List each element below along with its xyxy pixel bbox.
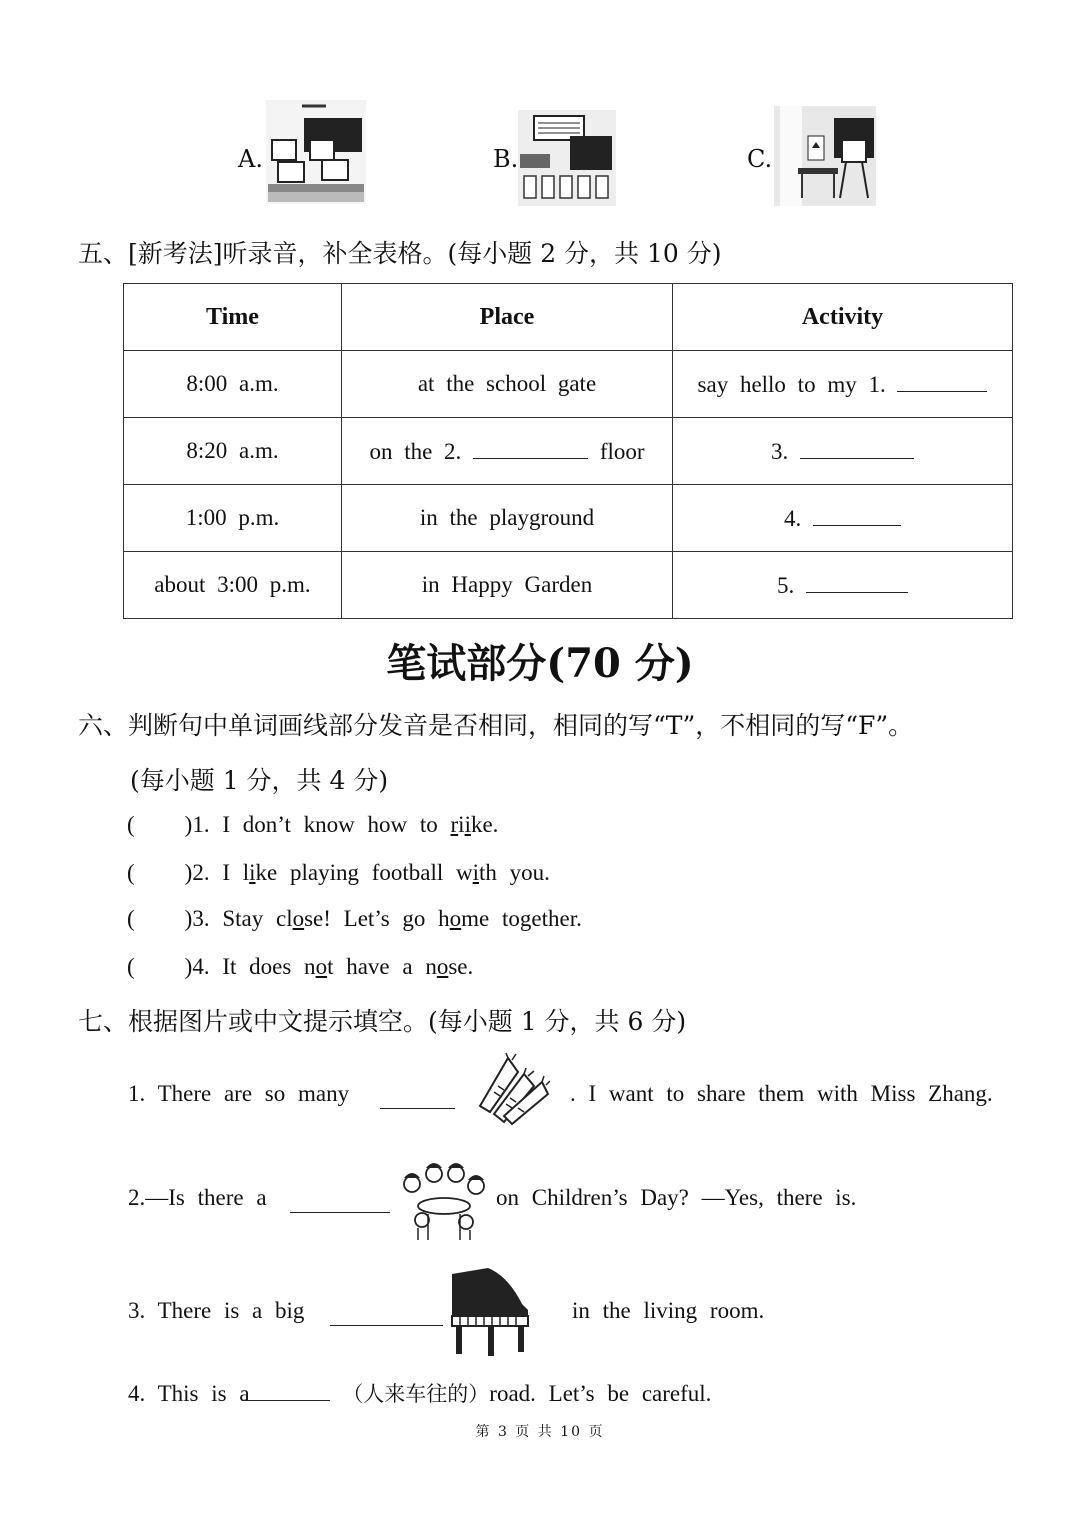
activity-number: 4.: [784, 505, 802, 531]
answer-blank-2[interactable]: [473, 438, 588, 459]
section7-item-3-pre: 3. There is a big: [128, 1298, 305, 1323]
section7-item-4: [128, 1378, 711, 1408]
piano-icon: [448, 1264, 532, 1358]
sentence: I like playing football with you.: [222, 860, 550, 885]
table-row: [124, 351, 1013, 418]
cell-place: [342, 418, 673, 485]
answer-paren[interactable]: (: [127, 812, 135, 837]
underlined-letter: i: [464, 812, 471, 837]
answer-paren[interactable]: (: [127, 954, 135, 979]
cell-activity: [673, 485, 1013, 552]
party-icon: [394, 1160, 492, 1242]
place-text: at the school gate: [417, 371, 597, 396]
section7-item-3-post: in the living room.: [572, 1298, 765, 1323]
table-row: [124, 418, 1013, 485]
section7-item-1-pre: 1. There are so many: [128, 1081, 350, 1106]
art-room-icon: [774, 106, 876, 206]
music-room-icon: [518, 110, 616, 206]
section6-heading: 六、判断句中单词画线部分发音是否相同，相同的写“T”，不相同的写“F”。: [78, 711, 914, 740]
section7-item-1-post: . I want to share them with Miss Zhang.: [570, 1081, 993, 1106]
table-row: [124, 552, 1013, 619]
place-text: in the playground: [419, 505, 595, 530]
underlined-letter: i: [472, 860, 480, 885]
sentence: Stay close! Let’s go home together.: [222, 906, 582, 931]
listening-table: [123, 283, 1013, 619]
cell-place: [342, 485, 673, 552]
cell-time: about 3:00 p.m.: [124, 552, 342, 619]
underlined-letter: o: [449, 906, 462, 931]
place-text: in Happy Garden: [421, 572, 593, 597]
computer-room-icon: [266, 100, 366, 204]
section6-item-3: [127, 906, 582, 932]
cell-time: 8:20 a.m.: [124, 418, 342, 485]
section7-heading: 七、根据图片或中文提示填空。(每小题 1 分，共 6 分): [78, 1007, 687, 1036]
answer-blank-7-4[interactable]: [244, 1380, 330, 1401]
header-activity: Activity: [673, 284, 1013, 351]
underlined-letter: i: [249, 860, 256, 885]
section6-item-4: [127, 954, 473, 980]
item-number: )1.: [184, 812, 210, 837]
cell-place: [342, 351, 673, 418]
cell-place: [342, 552, 673, 619]
item-pre: 4. This is a: [128, 1381, 250, 1406]
answer-blank-7-1[interactable]: [380, 1088, 455, 1109]
item-post: road. Let’s be careful.: [489, 1381, 712, 1406]
section6-subheading: (每小题 1 分，共 4 分): [130, 766, 389, 795]
cell-activity: [673, 351, 1013, 418]
place-suffix: floor: [599, 438, 645, 464]
activity-number: 3.: [771, 438, 789, 464]
table-row: [124, 485, 1013, 552]
answer-blank-5[interactable]: [806, 572, 908, 593]
answer-blank-7-2[interactable]: [290, 1192, 390, 1213]
answer-blank-4[interactable]: [813, 505, 901, 526]
item-number: )2.: [184, 860, 210, 885]
cell-time: 1:00 p.m.: [124, 485, 342, 552]
chinese-hint: （人来车往的）: [342, 1382, 490, 1406]
table-header-row: [124, 284, 1013, 351]
sentence: It does not have a nose.: [222, 954, 474, 979]
option-b-label: B.: [493, 145, 519, 173]
header-place: Place: [342, 284, 673, 351]
item-number: )3.: [184, 906, 210, 931]
section7-item-2-pre: 2.—Is there a: [128, 1185, 267, 1210]
activity-text: say hello to my 1.: [697, 371, 886, 397]
cell-activity: [673, 418, 1013, 485]
answer-blank-3[interactable]: [800, 438, 914, 459]
option-c-label: C.: [747, 145, 773, 173]
underlined-letter: o: [315, 954, 328, 979]
sentence: I don’t know how to riike.: [222, 812, 499, 837]
place-text: on the 2.: [369, 438, 462, 464]
answer-blank-7-3[interactable]: [330, 1305, 443, 1326]
option-a-label: A.: [238, 145, 263, 173]
answer-paren[interactable]: (: [127, 906, 135, 931]
underlined-letter: r: [450, 812, 459, 837]
underlined-letter: o: [436, 954, 449, 979]
answer-blank-1[interactable]: [897, 371, 987, 392]
item-number: )4.: [184, 954, 210, 979]
activity-number: 5.: [777, 572, 795, 598]
written-part-title: 笔试部分(70 分): [386, 640, 694, 687]
answer-paren[interactable]: (: [127, 860, 135, 885]
underlined-letter: o: [292, 906, 305, 931]
section7-item-2-post: on Children’s Day? —Yes, there is.: [496, 1185, 857, 1210]
cell-time: 8:00 a.m.: [124, 351, 342, 418]
cell-activity: [673, 552, 1013, 619]
section5-heading: 五、[新考法]听录音，补全表格。(每小题 2 分，共 10 分): [78, 239, 722, 268]
carrots-icon: [458, 1052, 550, 1130]
header-time: Time: [124, 284, 342, 351]
section6-item-1: [127, 812, 498, 838]
section6-item-2: [127, 860, 550, 886]
page-footer: 第 3 页 共 10 页: [475, 1424, 605, 1440]
